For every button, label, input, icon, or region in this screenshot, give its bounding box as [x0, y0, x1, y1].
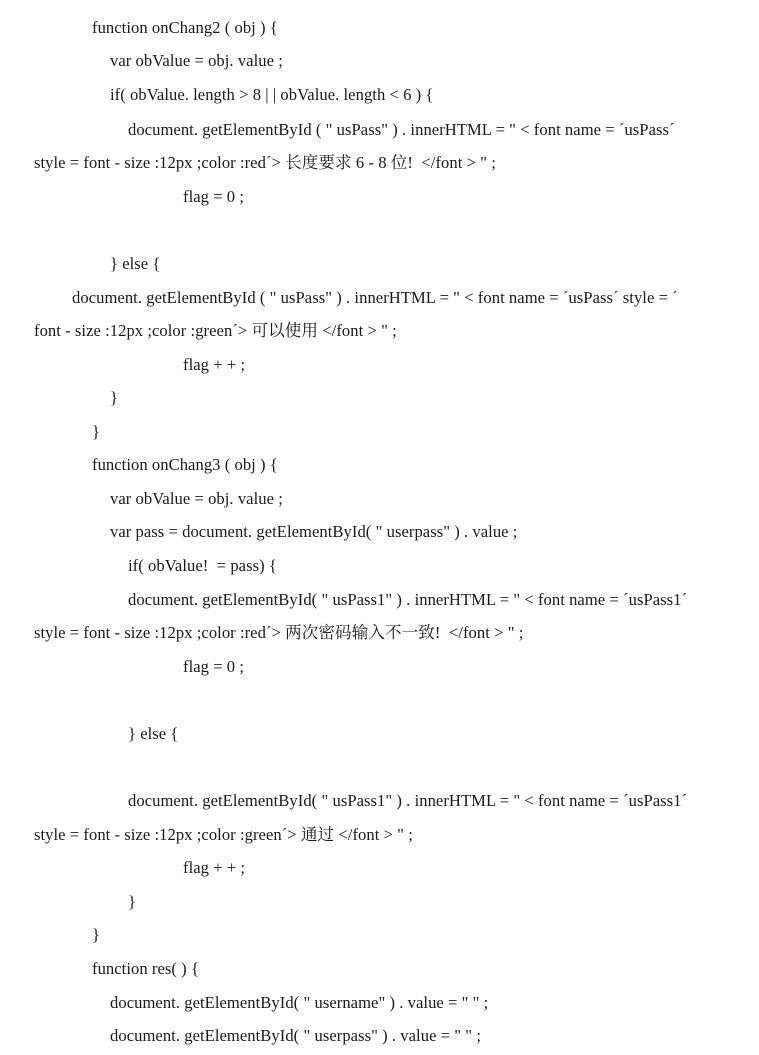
code-line: function onChang3 ( obj ) { — [92, 455, 278, 474]
code-line: function onChang2 ( obj ) { — [92, 18, 278, 37]
code-line: } — [92, 422, 101, 441]
code-line: style = font - size :12px ;color :green´> 通过 </font > " ; — [34, 825, 413, 844]
code-line: document. getElementById ( " usPass" ) . innerHTML = " < font name = ´usPass´ style = ´ — [72, 288, 678, 307]
code-line: if( obValue. length > 8 | | obValue. length < 6 ) { — [110, 85, 434, 104]
code-line: flag + + ; — [183, 858, 246, 877]
code-line: var obValue = obj. value ; — [110, 51, 283, 70]
code-line: var obValue = obj. value ; — [110, 489, 283, 508]
code-line: document. getElementById( " usPass1" ) . innerHTML = " < font name = ´usPass1´ — [128, 791, 688, 810]
code-line: var pass = document. getElementById( " userpass" ) . value ; — [110, 522, 518, 541]
code-line: flag = 0 ; — [183, 187, 245, 206]
code-line: flag = 0 ; — [183, 657, 245, 676]
code-line: document. getElementById ( " usPass" ) . innerHTML = " < font name = ´usPass´ — [128, 120, 675, 139]
code-line: flag + + ; — [183, 355, 246, 374]
code-line: document. getElementById( " userpass" ) . value = " " ; — [110, 1026, 481, 1045]
code-line: } — [128, 892, 137, 911]
code-line: } — [92, 925, 101, 944]
code-line: font - size :12px ;color :green´> 可以使用 </font > " ; — [34, 321, 397, 340]
code-line: style = font - size :12px ;color :red´> 长度要求 6 - 8 位! </font > " ; — [34, 153, 496, 172]
code-line: } else { — [128, 724, 179, 743]
code-line: function res( ) { — [92, 959, 199, 978]
code-line: } — [110, 388, 119, 407]
code-line: if( obValue! = pass) { — [128, 556, 277, 575]
code-line: document. getElementById( " username" ) . value = " " ; — [110, 993, 489, 1012]
code-line: style = font - size :12px ;color :red´> 两次密码输入不一致! </font > " ; — [34, 623, 524, 642]
code-line: document. getElementById( " usPass1" ) . innerHTML = " < font name = ´usPass1´ — [128, 590, 688, 609]
code-line: } else { — [110, 254, 161, 273]
